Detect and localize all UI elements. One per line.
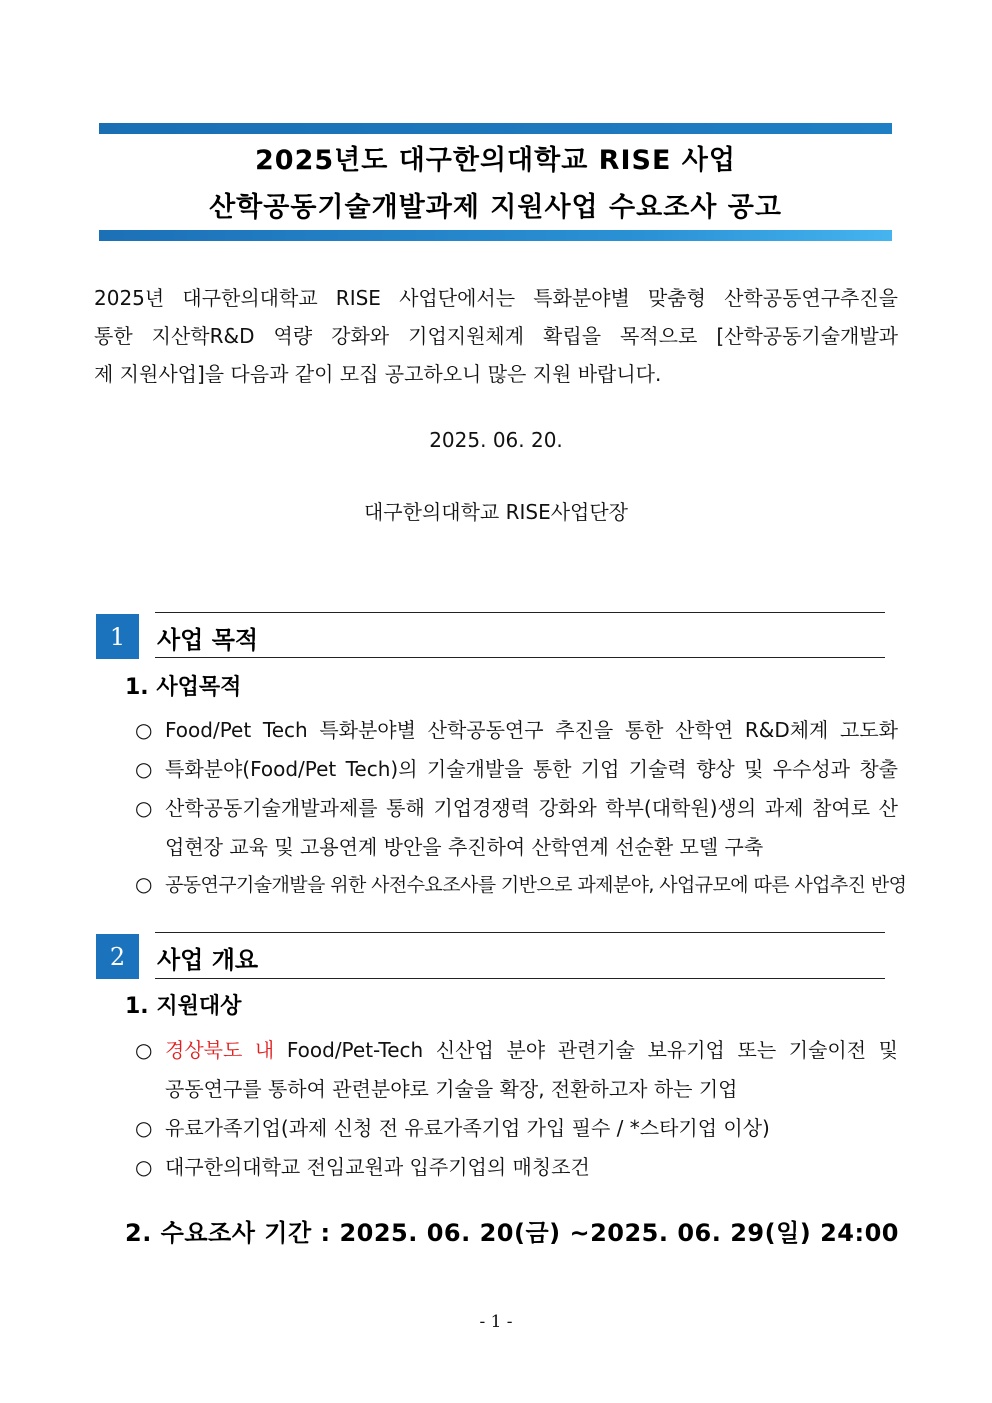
list-item-continuation: 공동연구를 통하여 관련분야로 기술을 확장, 전환하고자 하는 기업 — [165, 1077, 738, 1101]
list-item: ○ 공동연구기술개발을 위한 사전수요조사를 기반으로 과제분야, 사업규모에 따른 사업추진 반영 — [135, 872, 907, 896]
intro-paragraph — [94, 279, 898, 393]
title-top-bar — [99, 123, 892, 134]
section2-title: 사업 개요 — [157, 946, 259, 974]
page-title-line1: 2025년도 대구한의대학교 RISE 사업 — [255, 145, 736, 176]
list-item-continuation: 업현장 교육 및 고용연계 방안을 추진하여 산학연계 선순환 모델 구축 — [165, 835, 764, 859]
list-item: ○ 특화분야(Food/Pet Tech)의 기술개발을 통한 기업 기술력 향상 및 우수성과 창출 — [135, 757, 898, 781]
page-number: - 1 - — [479, 1312, 513, 1332]
circle-bullet-icon: ○ — [135, 718, 153, 742]
issuing-organization: 대구한의대학교 RISE사업단장 — [363, 500, 628, 524]
circle-bullet-icon: ○ — [135, 1038, 153, 1062]
section2-subheading: 1. 지원대상 — [125, 994, 242, 1019]
circle-bullet-icon: ○ — [135, 1116, 153, 1140]
list-item: ○ 유료가족기업(과제 신청 전 유료가족기업 가입 필수 / *스타기업 이상) — [135, 1116, 770, 1140]
intro-line: 통한 지산학R&D 역량 강화와 기업지원체계 확립을 목적으로 [산학공동기술개발과 — [94, 324, 898, 348]
list-item: ○ Food/Pet Tech 특화분야별 산학공동연구 추진을 통한 산학연 R&D체계 고도화 — [135, 718, 898, 742]
section1-title: 사업 목적 — [157, 626, 259, 654]
survey-period: 2. 수요조사 기간 : 2025. 06. 20(금) ~2025. 06. 29(일) 24:00 — [125, 1219, 899, 1247]
region-highlight: 경상북도 내 — [165, 1038, 275, 1062]
section1-bottom-rule — [155, 657, 885, 658]
list-item: ○ 경상북도 내 Food/Pet-Tech 신산업 분야 관련기술 보유기업 또는 기술이전 및 — [135, 1038, 898, 1062]
section1-subheading: 1. 사업목적 — [125, 675, 242, 700]
circle-bullet-icon: ○ — [135, 757, 153, 781]
section2-bottom-rule — [155, 978, 885, 979]
circle-bullet-icon: ○ — [135, 796, 153, 820]
announcement-date: 2025. 06. 20. — [429, 428, 563, 452]
section1-number-badge: 1 — [96, 614, 139, 659]
circle-bullet-icon: ○ — [135, 1155, 153, 1179]
title-bottom-bar — [99, 230, 892, 241]
page-title-line2: 산학공동기술개발과제 지원사업 수요조사 공고 — [209, 192, 782, 223]
section2-top-rule — [155, 932, 885, 933]
list-item: ○ 산학공동기술개발과제를 통해 기업경쟁력 강화와 학부(대학원)생의 과제 참여로 산 — [135, 796, 898, 820]
intro-line: 2025년 대구한의대학교 RISE 사업단에서는 특화분야별 맞춤형 산학공동연구추진을 — [94, 286, 898, 310]
section2-number-badge: 2 — [96, 934, 139, 979]
intro-line: 제 지원사업]을 다음과 같이 모집 공고하오니 많은 지원 바랍니다. — [94, 362, 662, 386]
list-item: ○ 대구한의대학교 전임교원과 입주기업의 매칭조건 — [135, 1155, 590, 1179]
circle-bullet-icon: ○ — [135, 872, 152, 896]
section1-top-rule — [155, 612, 885, 613]
